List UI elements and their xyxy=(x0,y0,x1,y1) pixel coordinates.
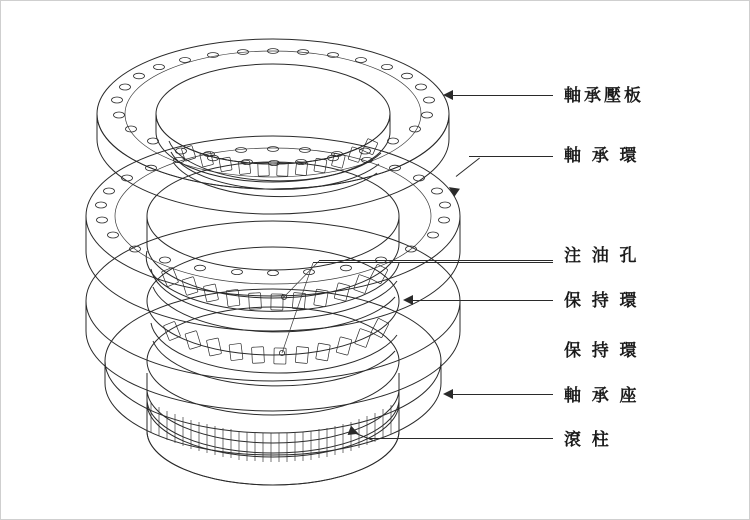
arrowhead-bearing-seat xyxy=(443,389,453,399)
leader-bearing-pressure-plate xyxy=(453,95,553,96)
leader-bearing-ring xyxy=(469,156,553,157)
leader-bearing-seat xyxy=(453,394,553,395)
bearing-pressure-plate-shape xyxy=(97,39,449,214)
arrowhead-retaining-ring-upper xyxy=(403,295,413,305)
label-retaining-ring-upper: 保 持 環 xyxy=(564,291,640,310)
label-bearing-ring: 軸 承 環 xyxy=(564,146,640,165)
label-roller: 滾 柱 xyxy=(564,430,612,449)
label-bearing-seat: 軸 承 座 xyxy=(564,386,640,405)
leader-oil-injection-hole xyxy=(319,260,553,261)
label-bearing-pressure-plate: 軸承壓板 xyxy=(564,86,644,105)
label-oil-injection-hole: 注 油 孔 xyxy=(564,246,640,265)
arrowhead-bearing-pressure-plate xyxy=(443,90,453,100)
leader-retaining-ring-upper xyxy=(413,300,553,301)
leader-retaining-ring-lower xyxy=(313,262,553,263)
upper-roller-cage xyxy=(169,138,381,196)
leader-roller xyxy=(369,438,553,439)
bearing-seat-shape xyxy=(105,289,441,485)
label-retaining-ring-lower: 保 持 環 xyxy=(564,341,640,360)
